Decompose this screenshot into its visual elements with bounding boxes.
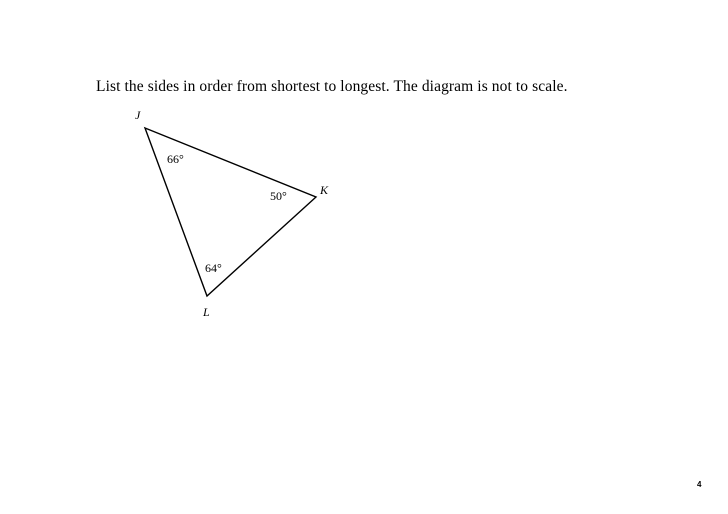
vertex-label-l: L (203, 305, 210, 319)
vertex-label-k: K (320, 183, 329, 197)
page-number: 4 (697, 480, 702, 489)
vertex-label-j: J (135, 108, 141, 122)
question-text: List the sides in order from shortest to longest. The diagram is not to scale. (96, 78, 568, 95)
angle-label-l: 64° (205, 261, 222, 275)
angle-label-j: 66° (167, 152, 184, 166)
angle-label-k: 50° (270, 189, 287, 203)
